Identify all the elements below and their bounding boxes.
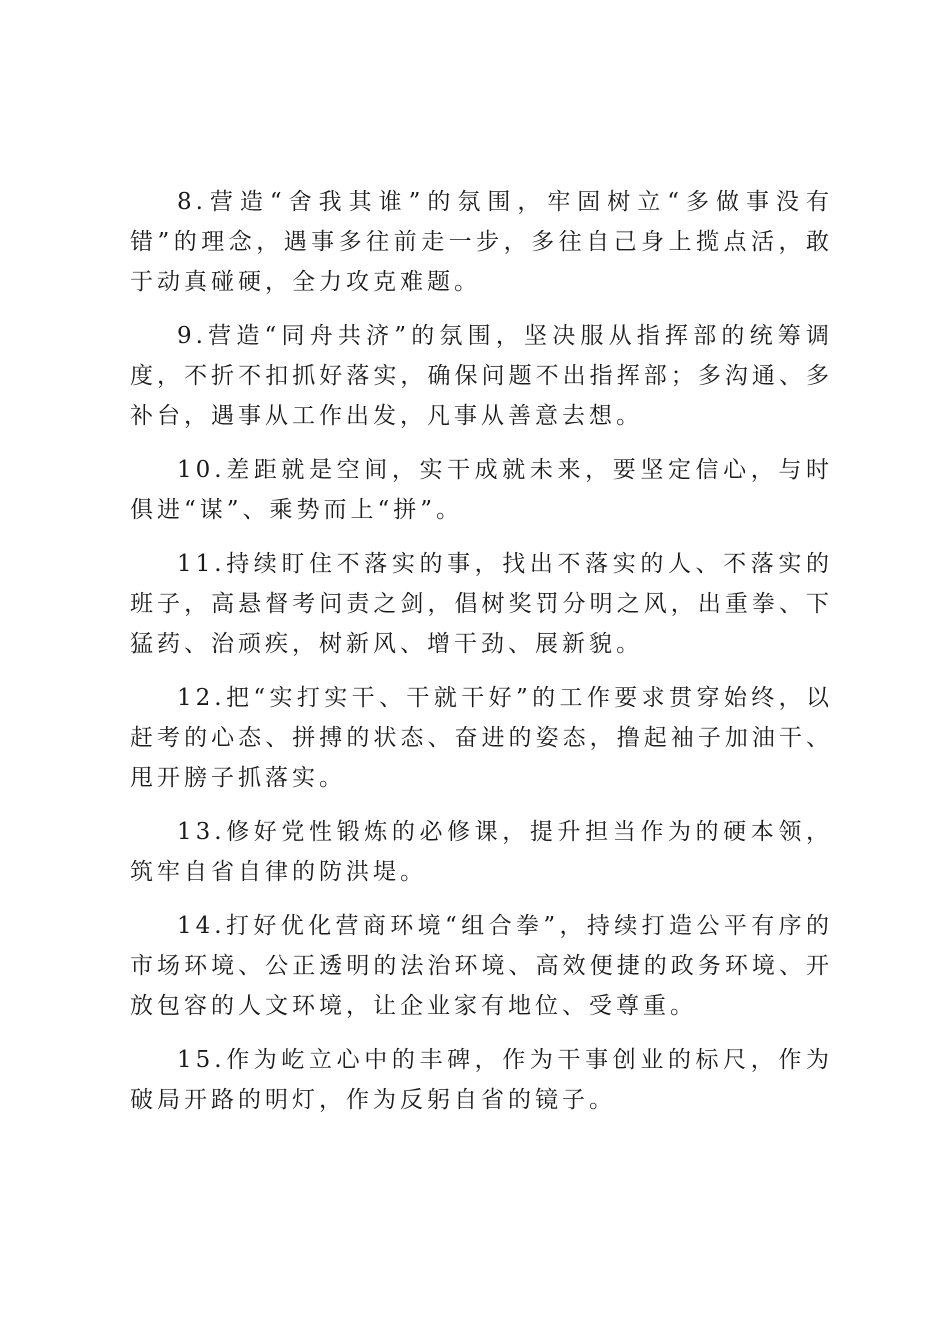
paragraph-12: 12.把“实打实干、干就干好”的工作要求贯穿始终，以赶考的心态、拼搏的状态、奋进的姿态，撸起袖子加油干、甩开膀子抓落实。 [130, 685, 833, 791]
paragraph-14: 14.打好优化营商环境“组合拳”，持续打造公平有序的市场环境、公正透明的法治环境、高效便捷的政务环境、开放包容的人文环境，让企业家有地位、受尊重。 [130, 913, 833, 1019]
paragraph-11: 11.持续盯住不落实的事，找出不落实的人、不落实的班子，高悬督考问责之剑，倡树奖罚分明之风，出重拳、下猛药、治顽疾，树新风、增干劲、展新貌。 [130, 551, 833, 657]
paragraph-13: 13.修好党性锻炼的必修课，提升担当作为的硬本领，筑牢自省自律的防洪堤。 [130, 819, 833, 885]
paragraph-8: 8.营造“舍我其谁”的氛围，牢固树立“多做事没有错”的理念，遇事多往前走一步，多往自己身上揽点活，敢于动真碰硬，全力攻克难题。 [130, 189, 833, 295]
paragraph-10: 10.差距就是空间，实干成就未来，要坚定信心，与时俱进“谋”、乘势而上“拼”。 [130, 457, 833, 523]
paragraph-9: 9.营造“同舟共济”的氛围，坚决服从指挥部的统筹调度，不折不扣抓好落实，确保问题不出指挥部；多沟通、多补台，遇事从工作出发，凡事从善意去想。 [130, 323, 833, 429]
paragraph-15: 15.作为屹立心中的丰碑，作为干事创业的标尺，作为破局开路的明灯，作为反躬自省的镜子。 [130, 1047, 833, 1113]
document-body [130, 182, 833, 1134]
